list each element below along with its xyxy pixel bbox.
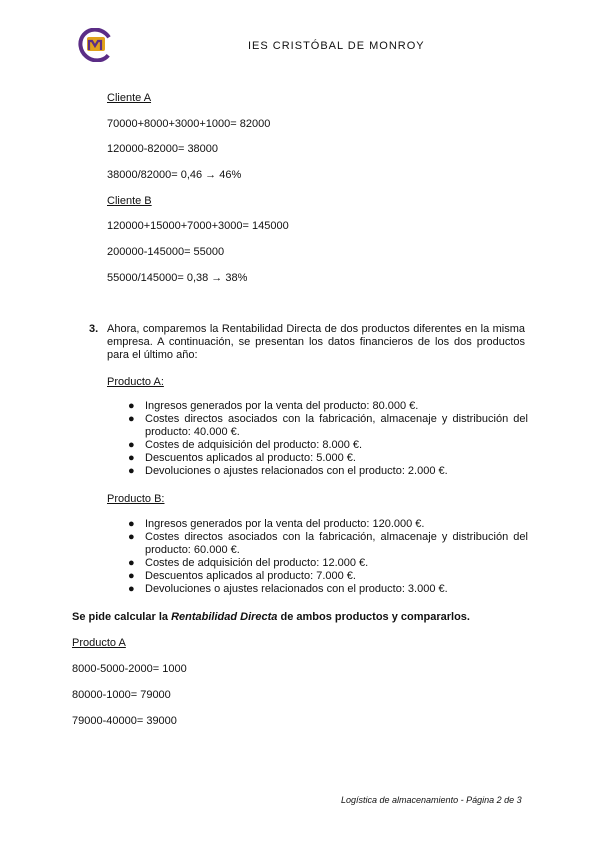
list-item: ● Costes de adquisición del producto: 12.000 €. — [128, 557, 369, 569]
list-item: ● Devoluciones o ajustes relacionados con el producto: 3.000 €. — [128, 583, 448, 595]
solution-a-heading: Producto A — [72, 637, 126, 649]
bullet-icon: ● — [128, 531, 135, 543]
list-item: ● Costes directos asociados con la fabricación, almacenaje y distribución del producto: 40.000 €. — [128, 413, 528, 438]
bullet-icon: ● — [128, 439, 135, 451]
bullet-icon: ● — [128, 557, 135, 569]
solution-a-line: 80000-1000= 79000 — [72, 689, 171, 701]
cm-school-logo-icon — [78, 28, 114, 62]
list-item: ● Costes directos asociados con la fabricación, almacenaje y distribución del producto: 60.000 €. — [128, 531, 528, 556]
list-item: ● Ingresos generados por la venta del producto: 80.000 €. — [128, 400, 419, 412]
page-header-title: IES CRISTÓBAL DE MONROY — [248, 40, 425, 52]
client-a-heading: Cliente A — [107, 92, 152, 104]
list-item: ● Devoluciones o ajustes relacionados con el producto: 2.000 €. — [128, 465, 448, 477]
product-a-list — [128, 400, 528, 478]
client-b-line: 120000+15000+7000+3000= 145000 — [107, 220, 289, 232]
bullet-icon: ● — [128, 583, 135, 595]
product-b-heading: Producto B: — [107, 493, 165, 505]
client-b-heading: Cliente B — [107, 195, 152, 207]
list-item: ● Descuentos aplicados al producto: 5.000 €. — [128, 452, 356, 464]
client-a-line: 38000/82000= 0,46 → 46% — [107, 169, 242, 181]
client-b-line: 200000-145000= 55000 — [107, 246, 225, 258]
bullet-icon: ● — [128, 465, 135, 477]
client-a-line: 70000+8000+3000+1000= 82000 — [107, 118, 271, 130]
exercise-number: 3. — [89, 323, 99, 335]
bullet-icon: ● — [128, 400, 135, 412]
client-a-line: 120000-82000= 38000 — [107, 143, 219, 155]
exercise-intro: Ahora, comparemos la Rentabilidad Directa de dos productos diferentes en la misma empresa. A continuación, se presentan los datos financieros de los dos productos para el último año: — [107, 323, 525, 361]
solution-a-line: 8000-5000-2000= 1000 — [72, 663, 187, 675]
bullet-icon: ● — [128, 452, 135, 464]
list-item: ● Descuentos aplicados al producto: 7.000 €. — [128, 570, 356, 582]
solution-a-line: 79000-40000= 39000 — [72, 715, 177, 727]
list-item: ● Costes de adquisición del producto: 8.000 €. — [128, 439, 363, 451]
page-footer: Logística de almacenamiento - Página 2 de 3 — [341, 795, 522, 805]
list-item: ● Ingresos generados por la venta del producto: 120.000 €. — [128, 518, 425, 530]
client-b-line: 55000/145000= 0,38 → 38% — [107, 272, 248, 284]
bullet-icon: ● — [128, 570, 135, 582]
exercise-question: Se pide calcular la Rentabilidad Directa de ambos productos y compararlos. — [72, 611, 470, 623]
bullet-icon: ● — [128, 413, 135, 425]
product-b-list — [128, 518, 528, 596]
product-a-heading: Producto A: — [107, 376, 164, 388]
bullet-icon: ● — [128, 518, 135, 530]
